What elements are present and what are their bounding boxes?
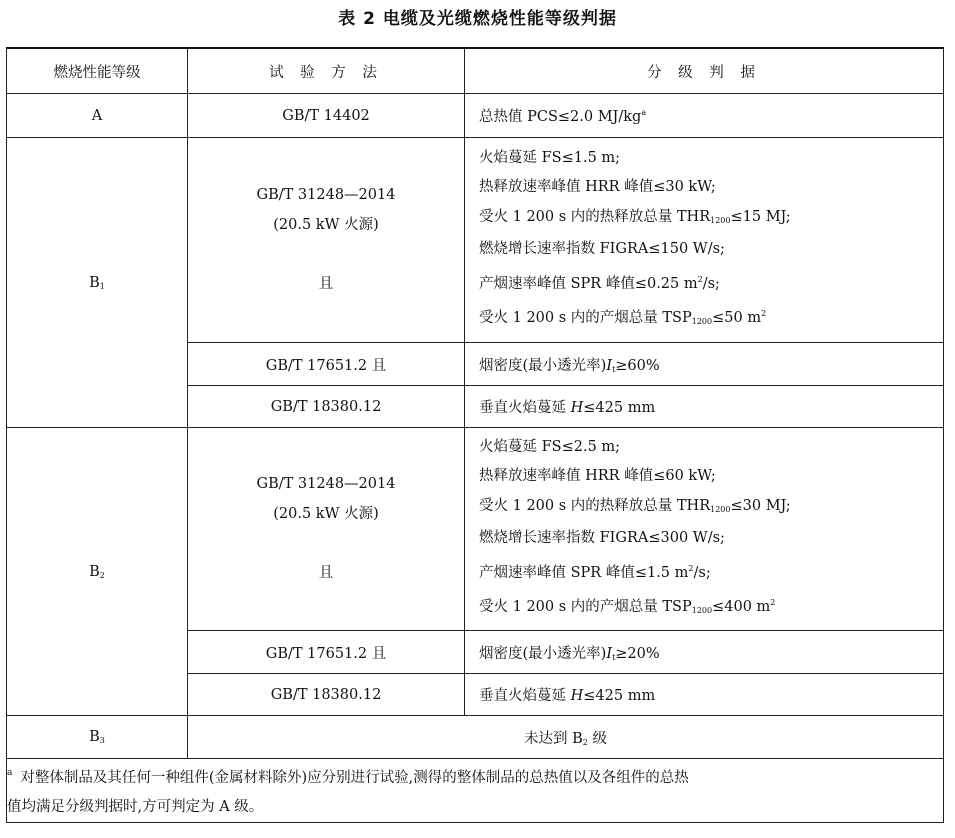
criteria-cell: 垂直火焰蔓延 H≤425 mm (465, 674, 944, 716)
criteria-line: 火焰蔓延 FS≤2.5 m; (479, 438, 621, 455)
method-and: 且 (318, 275, 334, 292)
method-fire-source: (20.5 kW 火源) (273, 216, 379, 233)
footnote-mark: a (7, 768, 13, 778)
criteria-line: 热释放速率峰值 HRR 峰值≤30 kW; (479, 179, 716, 195)
criteria-cell: 未达到 $B_2$ 级 (188, 716, 944, 759)
method-cell: GB/T 18380.12 (188, 386, 465, 428)
method-fire-source: (20.5 kW 火源) (273, 505, 379, 522)
criteria-line: 热释放速率峰值 HRR 峰值≤60 kW; (479, 468, 716, 484)
classification-table (6, 47, 944, 823)
header-criteria: 分 级 判 据 (465, 48, 944, 94)
method-cell (188, 428, 465, 631)
criteria-line: 燃烧增长速率指数 FIGRA≤150 W/s; (479, 241, 725, 257)
criteria-cell (465, 428, 944, 631)
table-header-row (7, 48, 944, 94)
table-row-b1 (7, 138, 944, 343)
criteria-line: 火焰蔓延 FS≤1.5 m; (479, 149, 621, 166)
footnote-line: $^a$ 对整体制品及其任何一种组件(金属材料除外)应分别进行试验,测得的整体制品的总热值以及各组件的总热 (7, 768, 689, 786)
level-cell: $B_3$ (7, 716, 188, 759)
header-method: 试 验 方 法 (188, 48, 465, 94)
criteria-cell: 烟密度(最小透光率)$I_t\ge 60\%$ (465, 343, 944, 386)
criteria-cell: 总热值 PCS≤2.0 $MJ/kg^a$ (465, 94, 944, 138)
level-cell: $B_2$ (7, 428, 188, 716)
table-row-a (7, 94, 944, 138)
level-cell: A (7, 94, 188, 138)
criteria-line: 受火 1 200 s 内的产烟总量 $TSP_{1200}\le 400$ $m^2$ (479, 598, 776, 615)
table-title: 表 2 电缆及光缆燃烧性能等级判据 (338, 9, 617, 29)
criteria-line: 产烟速率峰值 SPR 峰值≤0.25 $m^2/s$; (479, 274, 720, 292)
method-cell: GB/T 14402 (188, 94, 465, 138)
criteria-line: 受火 1 200 s 内的产烟总量 $TSP_{1200}\le 50$ $m^2$ (479, 309, 767, 326)
method-cell (188, 138, 465, 343)
criteria-line: 受火 1 200 s 内的热释放总量 $THR_{1200}\le 15$ MJ; (479, 208, 791, 225)
criteria-cell: 烟密度(最小透光率)$I_t\ge 20\%$ (465, 631, 944, 674)
method-cell: GB/T 17651.2 且 (188, 631, 465, 674)
method-cell: GB/T 18380.12 (188, 674, 465, 716)
criteria-cell (465, 138, 944, 343)
criteria-cell: 垂直火焰蔓延 H≤425 mm (465, 386, 944, 428)
level-cell: $B_1$ (7, 138, 188, 428)
method-and: 且 (318, 564, 334, 581)
method-standard: GB/T 31248—2014 (256, 187, 396, 203)
table-footnote (7, 759, 944, 823)
criteria-line: 受火 1 200 s 内的热释放总量 $THR_{1200}\le 30$ MJ; (479, 497, 791, 514)
header-level: 燃烧性能等级 (7, 48, 188, 94)
table-row-b2 (7, 428, 944, 631)
criteria-line: 产烟速率峰值 SPR 峰值≤1.5 $m^2/s$; (479, 563, 711, 581)
footnote-line: 值均满足分级判据时,方可判定为 A 级。 (7, 799, 264, 815)
criteria-line: 燃烧增长速率指数 FIGRA≤300 W/s; (479, 530, 725, 546)
method-cell: GB/T 17651.2 且 (188, 343, 465, 386)
table-row-b3 (7, 716, 944, 759)
method-standard: GB/T 31248—2014 (256, 476, 396, 492)
